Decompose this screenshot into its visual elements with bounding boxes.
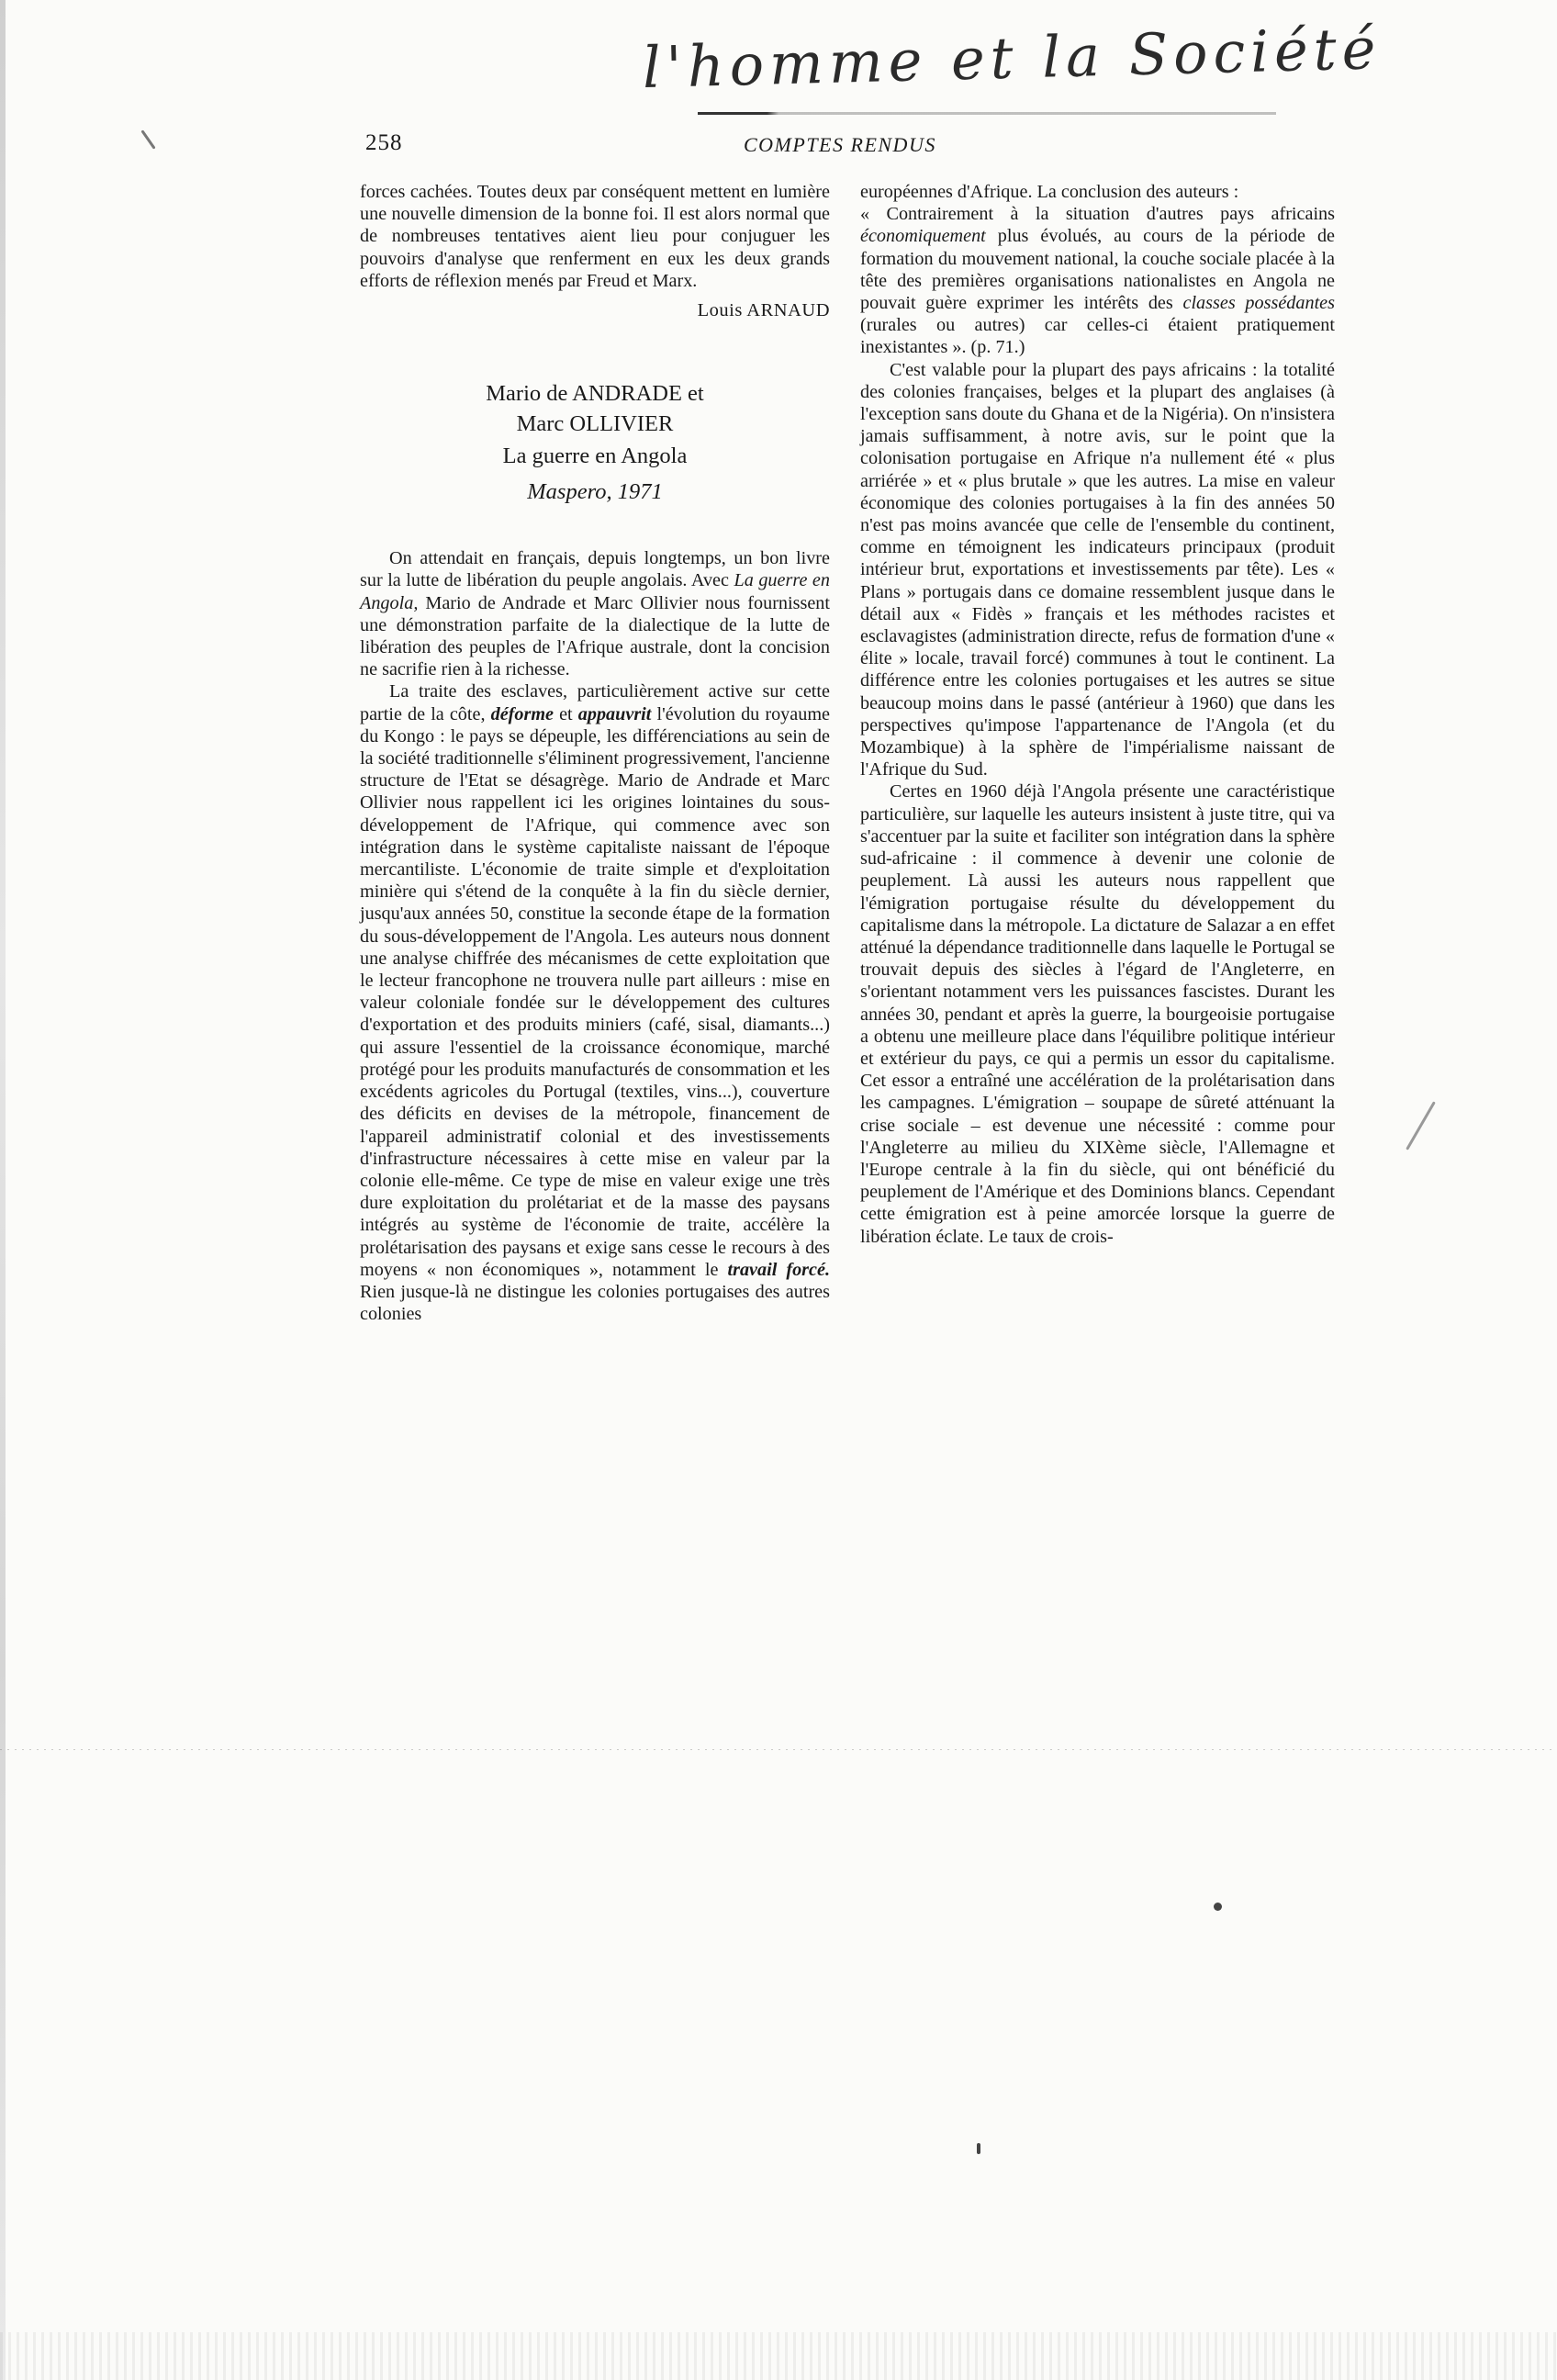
emphasis: économiquement (860, 226, 986, 247)
previous-review-author: Louis ARNAUD (697, 300, 830, 321)
scan-speck (140, 129, 155, 149)
scan-edge-shadow (0, 0, 6, 2380)
text-run: Rien jusque-là ne distingue les colonies portugaises des autres colonies (360, 1281, 830, 1325)
scan-speck (977, 2143, 980, 2154)
right-paragraph-1: C'est valable pour la plupart des pays africains : la totalité des colonies françaises, belges et la plupart des anglaises (à l'exception sans doute du Ghana et de la Nigéria). On n'insistera jamais suffisamment, à notre avis, sur le point que la colonisation portugaise en Afrique n'a nullement été « plus arriérée » et « plus brutale » que les autres. La mise en valeur économique des colonies portugaises à la fin des années 50 n'est pas moins avancée que celle de l'ensemble du continent, comme en témoignent les indicateurs principaux (produit intérieur brut, exportations et investissements par tête). Les « Plans » portugais dans ce domaine ressemblent jusque dans le détail aux « Fidès » français et les méthodes racistes et esclavagistes (administration directe, refus de formation d'une « élite » locale, travail forcé) communes à tout le continent. La différence entre les colonies portugaises et les autres se situe beaucoup moins dans le passé (antérieur à 1960) que dans les perspectives qu'impose l'appartenance de l'Angola (et du Mozambique) à la sphère de l'impérialisme naissant de l'Afrique du Sud. (860, 359, 1335, 780)
review-book-title: La guerre en Angola (502, 443, 688, 469)
scan-artifact-line (0, 1749, 1557, 1750)
review-heading (360, 378, 830, 507)
text-run: « Contrairement à la situation d'autres pays africains (860, 204, 1335, 225)
right-paragraph-0: européennes d'Afrique. La conclusion des auteurs : (860, 182, 1239, 202)
book-title-italic: La guerre en Angola, (360, 570, 830, 613)
review-author-line-2: Marc OLLIVIER (516, 411, 674, 437)
handwritten-note: l'homme et la Société (641, 15, 1383, 102)
scan-speck (1406, 1101, 1436, 1150)
emphasis: travail forcé. (727, 1259, 830, 1280)
text-run: et (554, 703, 578, 724)
right-paragraph-2: Certes en 1960 déjà l'Angola présente une caractéristique particulière, sur laquelle les auteurs insistent à juste titre, qui va s'accentuer par la suite et faciliter son intégration dans la sphère sud-africaine : il commence à devenir une colonie de peuplement. Là aussi les auteurs nous rappellent que l'émigration portugaise résulte du développement du capitalisme dans la métropole. La dictature de Salazar a en effet atténué la dépendance traditionnelle dans laquelle le Portugal se trouvait depuis des siècles à l'égard de l'Angleterre, en s'orientant notamment vers les puissances fascistes. Durant les années 30, pendant et après la guerre, la bourgeoisie portugaise a obtenu une meilleure place dans l'équilibre politique intérieur et extérieur du pays, ce qui a permis un essor du capitalisme. Cet essor a entraîné une accélération de la prolétarisation dans les campagnes. L'émigration – soupape de sûreté atténuant la crise sociale – est devenue une nécessité : comme pour l'Angleterre au milieu du XIXème siècle, l'Allemagne et l'Europe centrale à la fin du siècle, qui ont bénéficié du peuplement de l'Amérique et des Dominions blancs. Cependant cette émigration est à peine amorcée lorsque la guerre de libération éclate. Le taux de crois- (860, 781, 1335, 1247)
previous-review-tail: forces cachées. Toutes deux par conséquent mettent en lumière une nouvelle dimension de la bonne foi. Il est alors normal que de nombreuses tentatives aient lieu pour conjuguer les pouvoirs d'analyse que renferment en eux les deux grands efforts de réflexion menés par Freud et Marx. (360, 182, 830, 291)
text-run: La traite des esclaves, particulièrement active sur cette partie de la côte, (360, 681, 830, 724)
scan-artifact-noise (0, 2332, 1557, 2380)
text-run: l'évolution du royaume du Kongo : le pays se dépeuple, les différenciations au sein de la société traditionnelle s'éliminent progressivement, l'ancienne structure de l'Etat se désagrège. Mario de Andrade et Marc Ollivier nous rappellent ici les origines lointaines du sous-développement de l'Afrique, qui commence avec son intégration dans le système capitaliste naissant de l'époque mercantiliste. L'économie de traite simple et d'exploitation minière qui s'étend de la conquête à la fin du siècle dernier, jusqu'aux années 50, constitue la seconde étape de la formation du sous-développement de l'Angola. Les auteurs nous donnent une analyse chiffrée des mécanismes de cette exploitation que le lecteur francophone ne trouvera nulle part ailleurs : mise en valeur coloniale fondée sur le développement des cultures d'exportation et des produits miniers (café, sisal, diamants...) qui assure l'essentiel de la croissance économique, marché protégé pour les produits manufacturés de consommation et les excédents agricoles du Portugal (textiles, vins...), couverture des déficits en devises de la métropole, financement de l'appareil administratif colonial et des investissements d'infrastructure nécessaires à cette mise en valeur par la colonie elle-même. Ce type de mise en valeur exige une très dure exploitation du prolétariat et de la masse des paysans intégrés au système de l'économie de traite, accélère la prolétarisation des paysans et exige sans cesse le recours à des moyens « non économiques », notamment le (360, 703, 830, 1280)
text-run: (rurales ou autres) car celles-ci étaient pratiquement inexistantes ». (p. 71.) (860, 315, 1335, 358)
review-paragraph-2 (360, 680, 830, 1325)
review-publisher: Maspero, 1971 (527, 479, 663, 505)
review-author-line-1: Mario de ANDRADE et (486, 381, 704, 407)
emphasis: classes possédantes (1182, 293, 1335, 314)
page-number: 258 (365, 130, 403, 155)
left-column (360, 181, 830, 1325)
right-column (860, 181, 1335, 1248)
review-paragraph-1 (360, 547, 830, 680)
handwritten-underline (698, 112, 1276, 115)
text-run: On attendait en français, depuis longtemps, un bon livre sur la lutte de libération du peuple angolais. Avec (360, 548, 830, 591)
emphasis: déforme (490, 703, 554, 724)
running-head: COMPTES RENDUS (744, 133, 936, 156)
text-run: Mario de Andrade et Marc Ollivier nous fournissent une démonstration parfaite de la dialectique de la lutte de libération des peuples de l'Afrique australe, dont la concision ne sacrifie rien à la richesse. (360, 592, 830, 680)
quotation (860, 203, 1335, 358)
emphasis: appauvrit (577, 703, 652, 724)
scan-speck (1214, 1903, 1222, 1911)
text-run: plus évolués, au cours de la période de formation du mouvement national, la couche sociale placée à la tête des premières organisations nationalistes en Angola ne pouvait guère exprimer les intérêts des (860, 226, 1335, 314)
